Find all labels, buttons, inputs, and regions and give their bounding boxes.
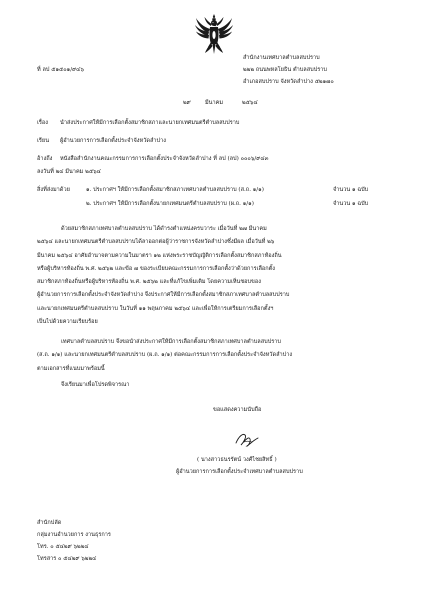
body-paragraph-1-line: ด้วยสมาชิกสภาเทศบาลตำบลสบปราบ ได้ดำรงตำแหน่งครบวาระ เมื่อวันที่ ๒๗ มีนาคม	[61, 226, 267, 232]
subject-text: นำส่งประกาศให้มีการเลือกตั้งสมาชิกสภาและนายกเทศมนตรีตำบลสบปราบ	[60, 120, 240, 126]
footer-section: กลุ่มงานอำนวยการ งานธุรการ	[37, 532, 111, 538]
office-name: สำนักงานเทศบาลตำบลสบปราบ	[243, 55, 320, 61]
body-paragraph-1-line: ๒๕๖๔ และนายกเทศมนตรีตำบลสบปราบได้ลาออกต่อผู้ว่าราชการจังหวัดลำปางซึ่งมีผล เมื่อวันที่ ๒๖	[37, 239, 275, 246]
office-address: ๒๒๒ ถนนพหลโยธิน ตำบลสบปราบ	[243, 67, 327, 73]
signature-icon	[232, 430, 262, 450]
attachment-item-1-count: จำนวน ๑ ฉบับ	[333, 187, 369, 193]
footer-phone: โทร. ๐ ๕๔๒๙ ๖๒๒๔	[37, 544, 89, 550]
body-paragraph-1-line: สมาชิกสภาท้องถิ่นหรือผู้บริหารท้องถิ่น พ.ศ. ๒๕๖๒ และที่แก้ไขเพิ่มเติม โดยความเห็นชอบของ	[37, 279, 261, 286]
date-month: มีนาคม	[205, 100, 224, 106]
recipient-label: เรียน	[37, 138, 50, 144]
body-paragraph-1-line: หรือผู้บริหารท้องถิ่น พ.ศ. ๒๕๖๒ และข้อ ๗ ของระเบียบคณะกรรมการการเลือกตั้งว่าด้วยการเลือกตั้ง	[37, 265, 276, 272]
body-paragraph-2-line: (ส.ถ. ๑/๑) และนายกเทศมนตรีตำบลสบปราบ (ผ.ถ. ๑/๑) ต่อคณะกรรมการการเลือกตั้งประจำจังหวัดลำปาง	[37, 352, 293, 359]
date-day: ๒๙	[183, 100, 191, 106]
attachment-item-2: ๒. ประกาศฯ ให้มีการเลือกตั้งนายกเทศมนตรีตำบลสบปราบ (ผ.ถ. ๑/๑)	[86, 201, 254, 207]
document-number: ที่ ลป ๕๑๕๐๑/๙๔๖	[37, 67, 84, 73]
recipient-text: ผู้อำนวยการการเลือกตั้งประจำจังหวัดลำปาง	[60, 138, 166, 144]
closing-salutation: ขอแสดงความนับถือ	[213, 407, 262, 413]
signatory-position: ผู้อำนวยการการเลือกตั้งประจำเทศบาลตำบลสบปราบ	[176, 469, 303, 475]
signatory-name: ( นางสาวธนรรัตน์ วงศ์ไชยสิทธิ์ )	[197, 457, 277, 463]
body-paragraph-1	[37, 223, 389, 329]
garuda-emblem-icon	[194, 13, 234, 57]
attachment-item-1: ๑. ประกาศฯ ให้มีการเลือกตั้งสมาชิกสภาเทศบาลตำบลสบปราบ (ส.ถ. ๑/๑)	[86, 187, 264, 193]
subject-label: เรื่อง	[37, 120, 49, 126]
reference-line-1: หนังสือสำนักงานคณะกรรมการการเลือกตั้งประจำจังหวัดลำปาง ที่ ลป (ลป) ๐๐๐๖/๙๔๓	[60, 156, 269, 162]
attachments-label: สิ่งที่ส่งมาด้วย	[37, 187, 70, 193]
body-paragraph-1-line: เป็นไปด้วยความเรียบร้อย	[37, 319, 98, 326]
body-paragraph-3: จึงเรียนมาเพื่อโปรดพิจารณา	[61, 382, 130, 388]
reference-label: อ้างถึง	[37, 156, 53, 162]
body-paragraph-2	[37, 336, 389, 376]
body-paragraph-1-line: และนายกเทศมนตรีตำบลสบปราบ ในวันที่ ๑๑ พฤษภาคม ๒๕๖๔ และเพื่อให้การเตรียมการเลือกตั้งฯ	[37, 305, 274, 312]
body-paragraph-2-line: ตามเอกสารที่แนบมาพร้อมนี้	[37, 365, 105, 372]
body-paragraph-2-line: เทศบาลตำบลสบปราบ จึงขอนำส่งประกาศให้มีการเลือกตั้งสมาชิกสภาเทศบาลตำบลสบปราบ	[61, 339, 281, 345]
footer-department: สำนักปลัด	[37, 520, 62, 526]
footer-fax: โทรสาร ๐ ๕๔๒๙ ๖๒๒๔	[37, 556, 97, 562]
attachment-item-2-count: จำนวน ๑ ฉบับ	[333, 201, 369, 207]
body-paragraph-1-line: ผู้อำนวยการการเลือกตั้งประจำจังหวัดลำปาง จึงประกาศให้มีการเลือกตั้งสมาชิกสภาเทศบาลตำบลสบปราบ	[37, 292, 290, 299]
reference-line-2: ลงวันที่ ๒๔ มีนาคม ๒๕๖๔	[37, 169, 101, 175]
body-paragraph-1-line: มีนาคม ๒๕๖๔ อาศัยอำนาจตามความในมาตรา ๑๒ แห่งพระราชบัญญัติการเลือกตั้งสมาชิกสภาท้องถิ่น	[37, 252, 282, 259]
office-province: อำเภอสบปราบ จังหวัดลำปาง ๕๒๑๗๐	[243, 79, 334, 85]
date-year: ๒๕๖๔	[242, 100, 258, 106]
